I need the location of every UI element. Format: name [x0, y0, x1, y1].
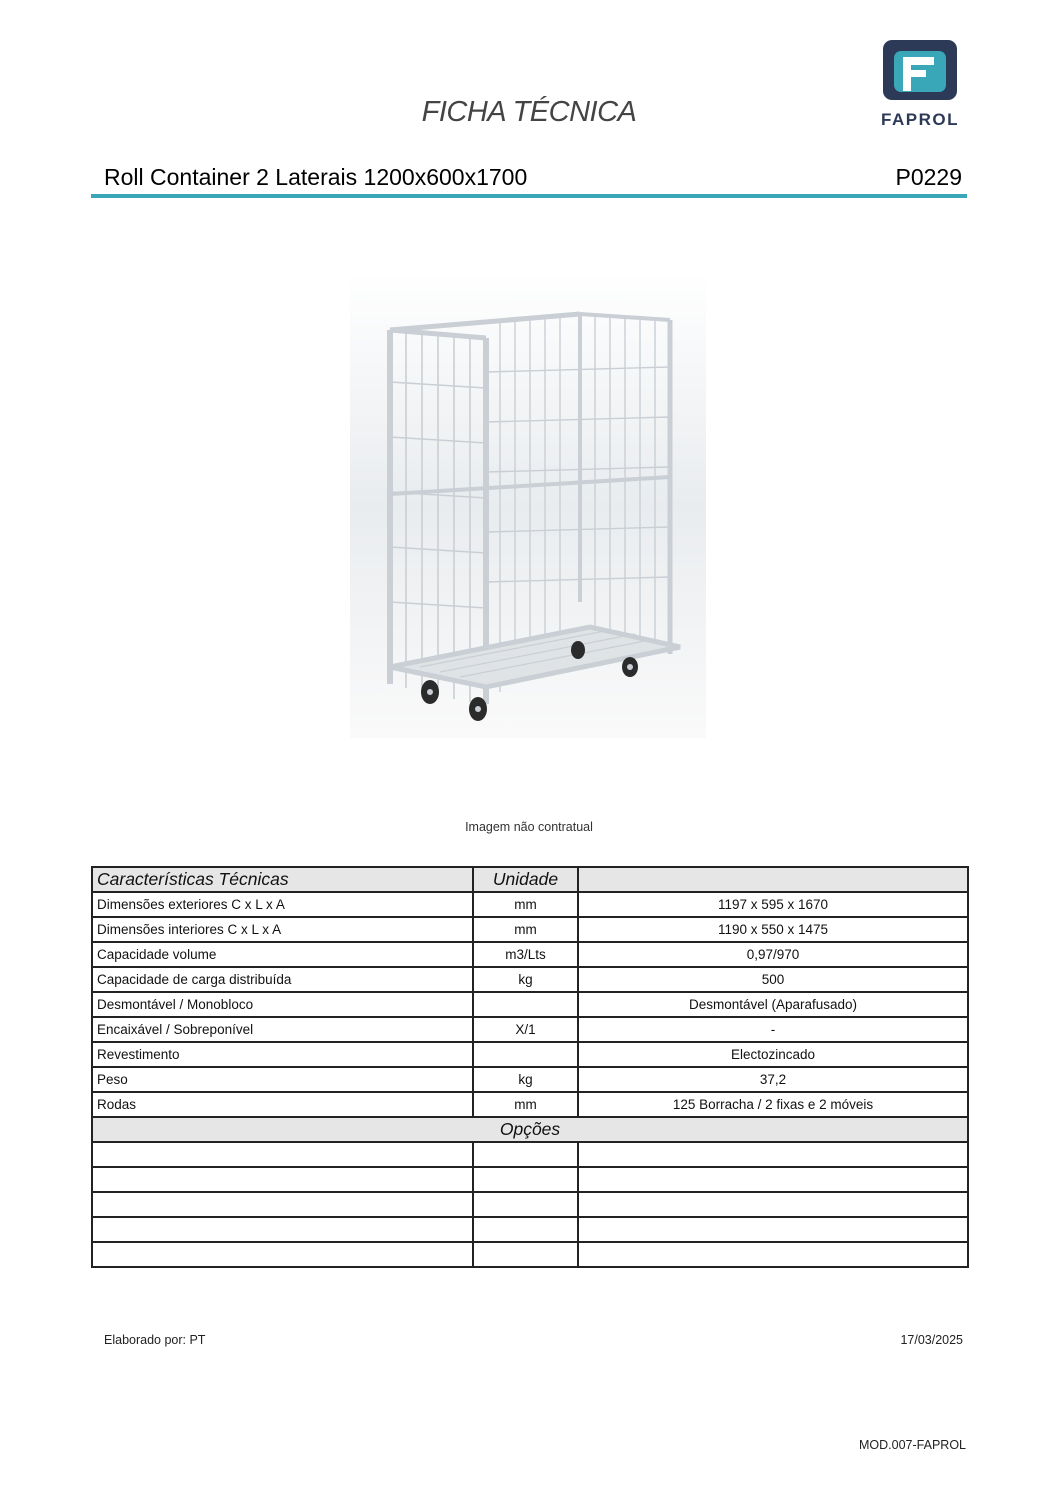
table-row: [92, 892, 968, 917]
document-title: FICHA TÉCNICA: [421, 96, 637, 128]
row-unit: m3/Lts: [473, 942, 578, 967]
row-value: -: [578, 1017, 968, 1042]
options-row: [92, 1167, 968, 1192]
row-value: Desmontável (Aparafusado): [578, 992, 968, 1017]
row-unit: [473, 992, 578, 1017]
table-row: [92, 1017, 968, 1042]
options-row: [92, 1142, 968, 1167]
table-row: [92, 992, 968, 1017]
form-code: MOD.007-FAPROL: [859, 1438, 966, 1452]
row-value: 37,2: [578, 1067, 968, 1092]
row-unit: kg: [473, 967, 578, 992]
header-unit: Unidade: [473, 867, 578, 892]
table-row: [92, 967, 968, 992]
options-row: [92, 1217, 968, 1242]
table-row: [92, 1092, 968, 1117]
row-value: 0,97/970: [578, 942, 968, 967]
row-label: Dimensões exteriores C x L x A: [92, 892, 473, 917]
row-label: Peso: [92, 1067, 473, 1092]
table-row: [92, 917, 968, 942]
options-title: Opções: [92, 1117, 968, 1142]
table-row: [92, 1067, 968, 1092]
row-value: 1190 x 550 x 1475: [578, 917, 968, 942]
header-characteristics: Características Técnicas: [92, 867, 473, 892]
row-unit: kg: [473, 1067, 578, 1092]
faprol-logo: [870, 38, 970, 130]
row-value: Electozincado: [578, 1042, 968, 1067]
image-caption: Imagem não contratual: [465, 820, 593, 834]
row-unit: X/1: [473, 1017, 578, 1042]
prepared-by: Elaborado por: PT: [104, 1333, 206, 1347]
table-header-row: [92, 867, 968, 892]
product-code: P0229: [895, 164, 962, 190]
row-value: 500: [578, 967, 968, 992]
header-value: [578, 867, 968, 892]
options-row: [92, 1242, 968, 1267]
row-label: Capacidade volume: [92, 942, 473, 967]
row-value: 1197 x 595 x 1670: [578, 892, 968, 917]
row-label: Dimensões interiores C x L x A: [92, 917, 473, 942]
row-label: Revestimento: [92, 1042, 473, 1067]
row-unit: mm: [473, 1092, 578, 1117]
options-row: [92, 1192, 968, 1217]
row-unit: mm: [473, 892, 578, 917]
specifications-table: [91, 866, 969, 1268]
row-label: Rodas: [92, 1092, 473, 1117]
product-image: [350, 272, 706, 738]
logo-text: FAPROL: [881, 110, 959, 129]
table-row: [92, 1042, 968, 1067]
table-row: [92, 942, 968, 967]
document-date: 17/03/2025: [900, 1333, 963, 1347]
row-unit: [473, 1042, 578, 1067]
product-name: Roll Container 2 Laterais 1200x600x1700: [104, 164, 528, 190]
options-header-row: [92, 1117, 968, 1142]
row-value: 125 Borracha / 2 fixas e 2 móveis: [578, 1092, 968, 1117]
row-label: Capacidade de carga distribuída: [92, 967, 473, 992]
row-unit: mm: [473, 917, 578, 942]
title-underline: [91, 194, 967, 198]
row-label: Desmontável / Monobloco: [92, 992, 473, 1017]
row-label: Encaixável / Sobreponível: [92, 1017, 473, 1042]
